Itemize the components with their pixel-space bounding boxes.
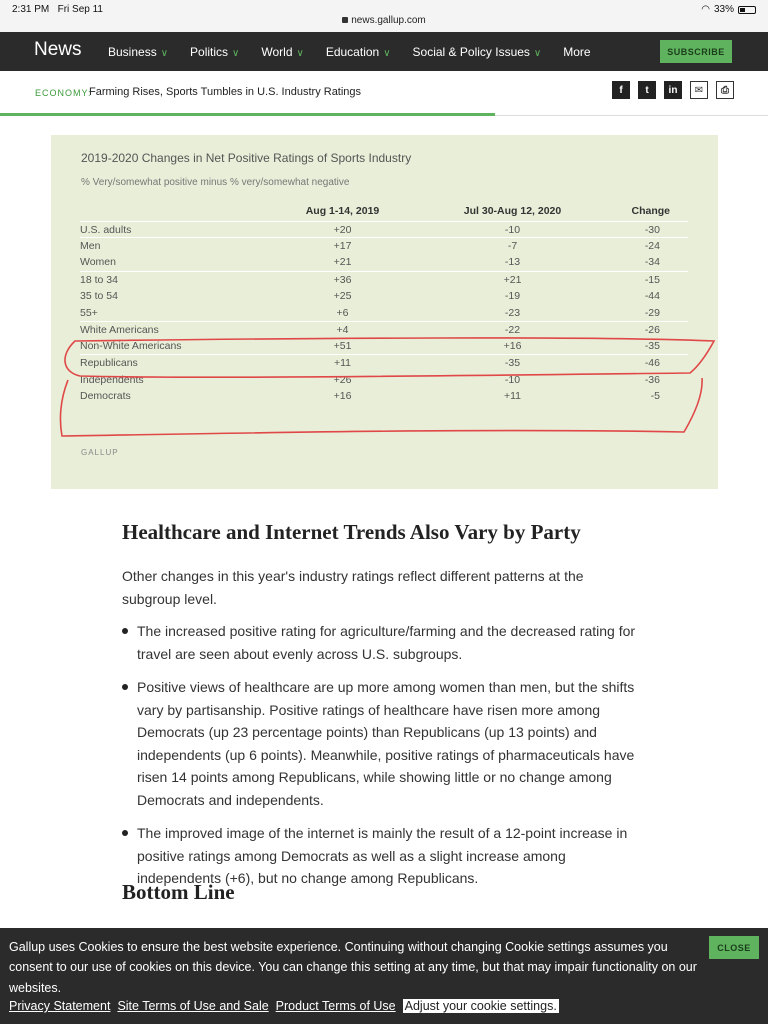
nav-item-social-policy-issues[interactable] [413,45,542,59]
nav-item-label: Politics [190,45,229,59]
table-cell: +4 [250,321,435,338]
table-cell: -44 [644,290,660,303]
table-cell: +16 [333,390,352,403]
nav-item-label: World [261,45,293,59]
column-header: Aug 1-14, 2019 [250,201,435,221]
table-cell: -35 [644,339,660,352]
bullet-list [122,620,642,901]
strip-headline: Farming Rises, Sports Tumbles in U.S. Industry Ratings [89,86,362,98]
cookie-banner [0,928,768,1024]
table-row [80,338,688,355]
table-cell: +6 [336,306,349,319]
cookie-links [9,999,559,1013]
table-cell: +16 [503,339,522,352]
table-header-row [80,201,688,221]
battery-text: 33% [713,4,734,15]
nav-item-education[interactable] [326,45,391,59]
table-cell: -22 [435,321,590,338]
row-label: Democrats [80,390,131,403]
row-label: Republicans [80,355,250,372]
table-row [80,371,688,388]
table-cell: -19 [504,290,521,303]
twitter-icon[interactable]: t [638,81,656,99]
nav-item-politics[interactable] [190,45,239,59]
table-row [80,388,688,405]
wifi-icon: ◠ [701,4,710,15]
table-cell: -7 [435,238,590,255]
table-cell: -5 [650,390,660,403]
section-heading: Healthcare and Internet Trends Also Vary by Party [122,520,581,544]
nav-menu [108,45,613,59]
chevron-down-icon: ∨ [160,48,169,59]
table-row [80,355,688,372]
status-bar [0,0,768,32]
nav-item-label: Social & Policy Issues [412,45,530,59]
bottom-line-heading: Bottom Line [122,880,235,904]
linkedin-icon[interactable]: in [664,81,682,99]
list-item: The increased positive rating for agriculture/farming and the decreased rating for travel are seen about evenly across U.S. subgroups. [122,620,642,665]
column-header: Change [590,201,688,221]
table-cell: -30 [590,221,688,238]
nav-item-label: More [563,45,591,59]
table-cell: -10 [504,373,521,386]
table-cell: -29 [644,306,660,319]
table-cell: -36 [644,373,660,386]
nav-item-business[interactable] [108,45,168,59]
column-header [80,201,250,221]
print-icon[interactable]: ⎙ [716,81,734,99]
status-right [701,4,756,15]
cookie-link-site-terms-of-use-and-sale[interactable]: Site Terms of Use and Sale [117,999,269,1013]
table-cell: +21 [333,256,352,269]
table-row [80,238,688,255]
table-cell: -10 [435,221,590,238]
nav-item-label: Business [108,45,157,59]
table-cell: -35 [435,355,590,372]
facebook-icon[interactable]: f [612,81,630,99]
table-cell: +25 [333,290,352,303]
column-header: Jul 30-Aug 12, 2020 [435,201,590,221]
list-item: The improved image of the internet is mainly the result of a 12-point increase in positive ratings among Democrats as well as a slight increase among independents (+6), but no change among Republicans. [122,822,642,890]
row-label: Women [80,256,116,269]
lock-icon [342,17,348,23]
date-text: Fri Sep 11 [57,4,103,15]
table-row [80,254,688,271]
table-cell: +26 [333,373,352,386]
table-cell: +20 [250,221,435,238]
time-text: 2:31 PM [12,4,50,15]
article-strip [0,71,768,116]
url-text: news.gallup.com [351,15,426,26]
category-label[interactable]: ECONOMY: [35,88,92,98]
row-label: Independents [80,373,144,386]
table-cell: +11 [250,355,435,372]
cookie-close-button[interactable]: CLOSE [709,936,759,959]
share-bar [612,81,734,99]
table-cell: +21 [435,271,590,288]
table-cell: +51 [333,339,352,352]
chart-subtitle: % Very/somewhat positive minus % very/somewhat negative [81,177,350,188]
table-cell: -26 [590,321,688,338]
cookie-link-adjust-your-cookie-settings[interactable]: Adjust your cookie settings. [404,999,557,1013]
table-row [80,221,688,238]
table-cell: -34 [644,256,660,269]
row-label: 35 to 54 [80,290,118,303]
nav-item-label: Education [325,45,380,59]
chart-title: 2019-2020 Changes in Net Positive Ratings of Sports Industry [81,151,412,165]
table-cell: +17 [250,238,435,255]
row-label: White Americans [80,321,250,338]
brand-logo[interactable]: News [34,39,82,60]
ratings-table [80,201,688,405]
row-label: 55+ [80,306,98,319]
row-label: 18 to 34 [80,271,250,288]
subscribe-button[interactable]: SUBSCRIBE [660,40,732,63]
table-cell: -23 [504,306,521,319]
address-bar[interactable] [0,15,768,26]
table-cell: -46 [590,355,688,372]
row-label: Non-White Americans [80,339,182,352]
row-label: U.S. adults [80,221,250,238]
reading-progress-bar [0,113,495,116]
status-time [12,4,103,15]
chevron-down-icon: ∨ [533,48,542,59]
table-row [80,288,688,305]
battery-icon [738,6,756,14]
table-cell: -13 [504,256,521,269]
chevron-down-icon: ∨ [232,48,240,59]
cookie-link-product-terms-of-use[interactable]: Product Terms of Use [275,999,396,1013]
table-row [80,321,688,338]
list-item: Positive views of healthcare are up more among women than men, but the shifts vary by partisanship. Positive ratings of healthcare have risen more among Democrats (up 23 percentage points) than Republicans (up 13 points) and independents (up 6 points). Meanwhile, positive ratings of pharmaceuticals have risen 14 points among Republicans, while showing little or no change among Democrats and independents. [122,676,642,811]
nav-item-world[interactable] [261,45,303,59]
table-row [80,271,688,288]
row-label: Men [80,238,250,255]
cookie-text: Gallup uses Cookies to ensure the best website experience. Continuing without changing Cookie settings assumes you consent to our use of cookies on this device. You can change this setting at any time, but that may impair functionality on our websites. [9,940,697,995]
table-cell: -24 [590,238,688,255]
chevron-down-icon: ∨ [383,48,391,59]
intro-paragraph: Other changes in this year's industry ratings reflect different patterns at the subgroup level. [122,568,584,607]
table-cell: -15 [590,271,688,288]
table-row [80,304,688,321]
table-cell: +11 [503,390,522,403]
chevron-down-icon: ∨ [296,48,304,59]
top-nav [0,32,768,71]
cookie-link-privacy-statement[interactable]: Privacy Statement [9,999,111,1013]
email-icon[interactable]: ✉ [690,81,708,99]
chart-card [51,135,718,489]
chart-source: GALLUP [81,448,119,457]
nav-item-more[interactable] [563,45,590,59]
table-cell: +36 [250,271,435,288]
